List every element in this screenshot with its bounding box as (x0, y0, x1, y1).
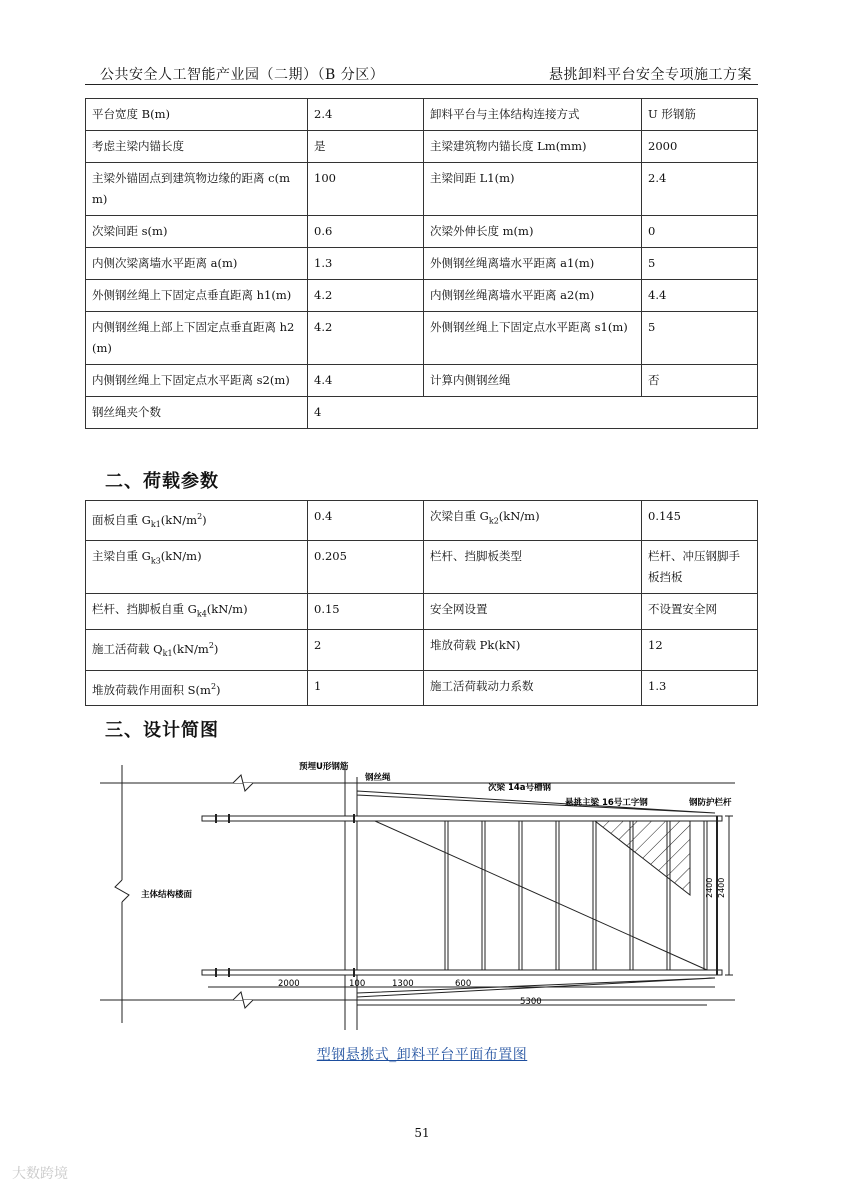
table-cell: 次梁自重 $G_{k2}(kN/m)$ (424, 501, 642, 541)
table-row (86, 541, 758, 594)
table-cell: 栏杆、冲压钢脚手板挡板 (642, 541, 758, 594)
table-cell: 4.2 (308, 280, 424, 312)
table-cell: 主梁间距 L1(m) (424, 163, 642, 216)
dimension-total: 5300 (520, 997, 542, 1007)
table-cell: 2.4 (642, 163, 758, 216)
table-cell: 计算内侧钢丝绳 (424, 365, 642, 397)
table-cell: 是 (308, 131, 424, 163)
table-cell: 平台宽度 B(m) (86, 99, 308, 131)
watermark: 大数跨境 (12, 1166, 68, 1182)
platform-parameters-table (85, 98, 758, 429)
anchor-mark (215, 814, 217, 823)
dimension-d4: 600 (455, 979, 472, 989)
load-parameters-table (85, 500, 758, 706)
table-cell: U 形钢筋 (642, 99, 758, 131)
table-row (86, 248, 758, 280)
load-area-hatch (595, 821, 690, 895)
table-cell: 内侧钢丝绳上部上下固定点垂直距离 h2(m) (86, 312, 308, 365)
main-beam-top (202, 816, 722, 821)
dimension-d3: 1300 (392, 979, 414, 989)
header-document-title: 悬挑卸料平台安全专项施工方案 (549, 67, 752, 83)
table-row (86, 131, 758, 163)
table-cell: 1.3 (308, 248, 424, 280)
table-row (86, 216, 758, 248)
table-cell: 次梁间距 s(m) (86, 216, 308, 248)
table-cell: 栏杆、挡脚板自重 $G_{k4}(kN/m)$ (86, 594, 308, 630)
table-row (86, 163, 758, 216)
anchor-mark (215, 968, 217, 977)
dimension-d1: 2000 (278, 979, 300, 989)
table-cell: 2.4 (308, 99, 424, 131)
table-row (86, 312, 758, 365)
header-rule (85, 84, 758, 85)
anchor-mark (353, 968, 355, 977)
table-cell: 2000 (642, 131, 758, 163)
section-load-parameters-heading: 二、荷载参数 (105, 471, 219, 492)
table-cell: 内侧钢丝绳上下固定点水平距离 s2(m) (86, 365, 308, 397)
secondary-beam (519, 821, 522, 970)
table-cell: 堆放荷载作用面积 $S(m^2)$ (86, 670, 308, 706)
label-wall: 主体结构楼面 (141, 890, 193, 900)
table-cell: 主梁自重 $G_{k3}(kN/m)$ (86, 541, 308, 594)
table-cell: 4 (308, 397, 758, 429)
table-cell: 栏杆、挡脚板类型 (424, 541, 642, 594)
label-secondary-beam: 次梁 14a号槽钢 (488, 783, 552, 793)
dimension-v2: 2400 (717, 877, 726, 898)
label-wire-rope: 钢丝绳 (365, 773, 391, 783)
table-cell: 外侧钢丝绳离墙水平距离 a1(m) (424, 248, 642, 280)
table-cell: 考虑主梁内锚长度 (86, 131, 308, 163)
dimension-d2: 100 (349, 979, 366, 989)
table-cell: 4.4 (308, 365, 424, 397)
table-cell: 堆放荷载 Pk(kN) (424, 630, 642, 670)
table-cell: 钢丝绳夹个数 (86, 397, 308, 429)
table-cell: 2 (308, 630, 424, 670)
section-design-sketch-heading: 三、设计简图 (105, 720, 219, 741)
table-cell: 1.3 (642, 670, 758, 706)
table-row (86, 594, 758, 630)
table-row (86, 630, 758, 670)
table-cell: 内侧钢丝绳离墙水平距离 a2(m) (424, 280, 642, 312)
secondary-beam (482, 821, 485, 970)
header-project-name: 公共安全人工智能产业园（二期）（B 分区） (100, 67, 385, 83)
label-u-bar: 预埋U形钢筋 (299, 762, 349, 772)
table-cell: 外侧钢丝绳上下固定点垂直距离 h1(m) (86, 280, 308, 312)
table-cell: 0.205 (308, 541, 424, 594)
table-cell: 5 (642, 248, 758, 280)
table-row (86, 365, 758, 397)
anchor-mark (228, 814, 230, 823)
table-row (86, 670, 758, 706)
break-mark (115, 880, 129, 902)
label-main-beam: 悬挑主梁 16号工字钢 (565, 798, 648, 808)
table-cell: 内侧次梁离墙水平距离 a(m) (86, 248, 308, 280)
break-mark (233, 775, 253, 791)
table-cell: 4.2 (308, 312, 424, 365)
table-cell: 安全网设置 (424, 594, 642, 630)
table-cell: 0.145 (642, 501, 758, 541)
secondary-beam (593, 821, 596, 970)
table-cell: 面板自重 $G_{k1}(kN/m^2)$ (86, 501, 308, 541)
table-cell: 100 (308, 163, 424, 216)
table-row (86, 99, 758, 131)
table-cell: 施工活荷载 $Q_{k1}(kN/m^2)$ (86, 630, 308, 670)
table-cell: 0 (642, 216, 758, 248)
break-mark (233, 992, 253, 1008)
table-cell: 5 (642, 312, 758, 365)
table-cell: 否 (642, 365, 758, 397)
diagram-caption (0, 1044, 844, 1064)
table-cell: 0.4 (308, 501, 424, 541)
table-cell: 主梁外锚固点到建筑物边缘的距离 c(mm) (86, 163, 308, 216)
table-row (86, 397, 758, 429)
anchor-mark (353, 814, 355, 823)
page-number: 51 (414, 1126, 430, 1140)
secondary-beam (445, 821, 448, 970)
table-cell: 次梁外伸长度 m(m) (424, 216, 642, 248)
anchor-mark (228, 968, 230, 977)
table-cell: 4.4 (642, 280, 758, 312)
dimension-v1: 2400 (705, 877, 714, 898)
wire-rope-top (357, 791, 715, 813)
table-cell: 外侧钢丝绳上下固定点水平距离 s1(m) (424, 312, 642, 365)
table-cell: 不设置安全网 (642, 594, 758, 630)
table-cell: 施工活荷载动力系数 (424, 670, 642, 706)
table-cell: 12 (642, 630, 758, 670)
table-row (86, 501, 758, 541)
platform-plan-diagram (95, 755, 745, 1040)
table-cell: 0.15 (308, 594, 424, 630)
table-cell: 1 (308, 670, 424, 706)
table-cell: 0.6 (308, 216, 424, 248)
table-row (86, 280, 758, 312)
main-beam-bottom (202, 970, 722, 975)
secondary-beam (556, 821, 559, 970)
platform-parameters-body (86, 99, 758, 429)
diagram-caption-text: 型钢悬挑式_卸料平台平面布置图 (316, 1047, 528, 1063)
table-cell: 卸料平台与主体结构连接方式 (424, 99, 642, 131)
table-cell: 主梁建筑物内锚长度 Lm(mm) (424, 131, 642, 163)
label-guardrail: 钢防护栏杆 (689, 798, 732, 808)
